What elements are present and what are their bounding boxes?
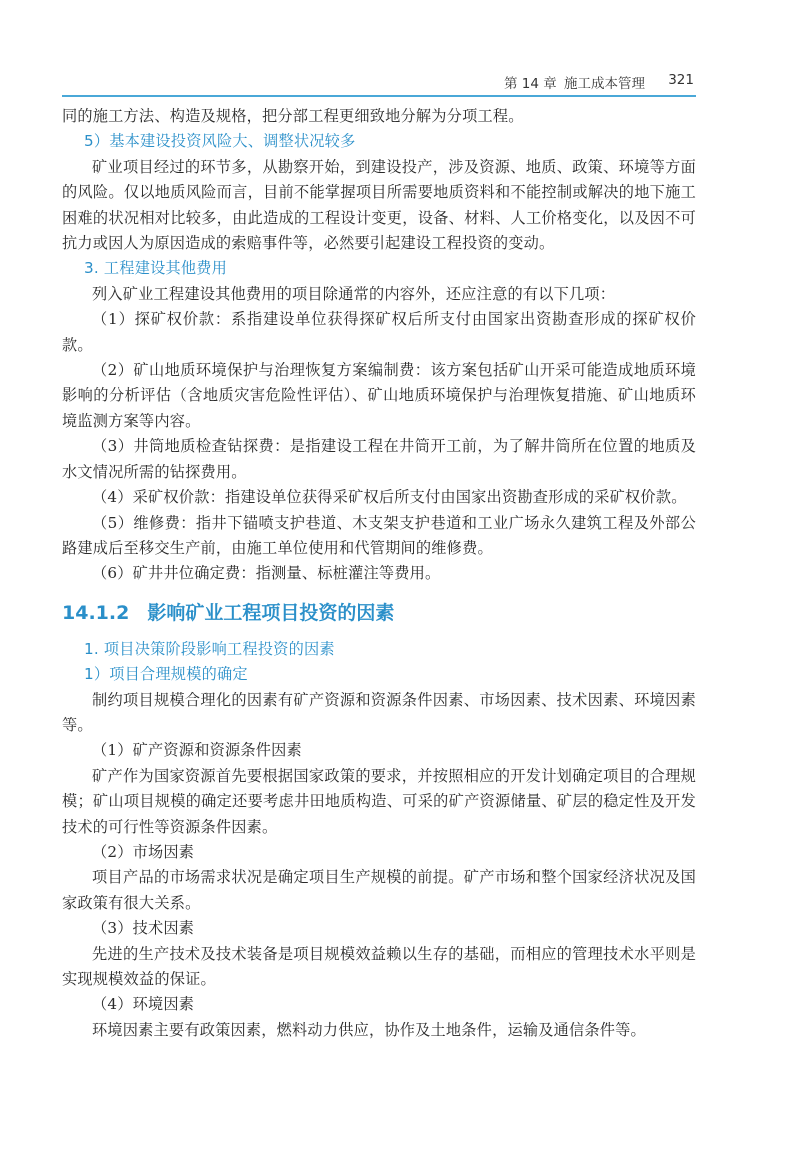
subheading: 1）项目合理规模的确定 [84,665,248,684]
chapter-label: 第 14 章 [504,76,557,92]
list-item: （4）采矿权价款：指建设单位获得采矿权后所支付由国家出资勘查形成的采矿权价款。 [92,488,687,507]
paragraph: 制约项目规模合理化的因素有矿产资源和资源条件因素、市场因素、技术因素、环境因素等。 [62,690,696,734]
paragraph: 同的施工方法、构造及规格，把分部工程更细致地分解为分项工程。 [62,107,524,125]
subheading: 1. 项目决策阶段影响工程投资的因素 [84,639,335,658]
running-header [500,70,696,92]
list-item: （2）矿山地质环境保护与治理恢复方案编制费：该方案包括矿山开采可能造成地质环境影响的分析评估（含地质灾害危险性评估）、矿山地质环境保护与治理恢复措施、矿山地质环境监测方案等内容。 [62,361,696,430]
section-title: 影响矿业工程项目投资的因素 [147,601,395,624]
list-item: （6）矿井井位确定费：指测量、标桩灌注等费用。 [92,564,441,583]
paragraph: 矿产作为国家资源首先要根据国家政策的要求，并按照相应的开发计划确定项目的合理规模；矿山项目规模的确定还要考虑井田地质构造、可采的矿产资源储量、矿层的稳定性及开发技术的可行性等资源条件因素。 [62,766,696,836]
subheading: 5）基本建设投资风险大、调整状况较多 [84,132,356,151]
paragraph: 项目产品的市场需求状况是确定项目生产规模的前提。矿产市场和整个国家经济状况及国家政策有很大关系。 [62,868,696,912]
body-text [62,104,696,1043]
list-heading: （1）矿产资源和资源条件因素 [92,741,302,760]
header-rule [62,95,696,97]
list-item: （3）井筒地质检查钻探费：是指建设工程在井筒开工前，为了解井筒所在位置的地质及水文情况所需的钻探费用。 [62,437,696,481]
section-number: 14.1.2 [62,601,130,624]
list-item: （1）探矿权价款：系指建设单位获得探矿权后所支付由国家出资勘查形成的探矿权价款。 [62,310,696,354]
list-heading: （3）技术因素 [92,919,195,938]
page-number: 321 [668,72,694,88]
list-item: （5）维修费：指井下锚喷支护巷道、木支架支护巷道和工业广场永久建筑工程及外部公路建成后至移交生产前，由施工单位使用和代管期间的维修费。 [62,513,696,557]
section-heading [62,599,696,627]
subheading: 3. 工程建设其他费用 [84,259,228,278]
paragraph: 环境因素主要有政策因素，燃料动力供应，协作及土地条件，运输及通信条件等。 [92,1020,646,1039]
paragraph: 矿业项目经过的环节多，从勘察开始，到建设投产，涉及资源、地质、政策、环境等方面的风险。仅以地质风险而言，目前不能掌握项目所需要地质资料和不能控制或解决的地下施工困难的状况相对比较多，由此造成的工程设计变更，设备、材料、人工价格变化，以及因不可抗力或因人为原因造成的索赔事件等，必然要引起建设工程投资的变动。 [62,157,696,253]
paragraph: 列入矿业工程建设其他费用的项目除通常的内容外，还应注意的有以下几项： [92,284,616,303]
paragraph: 先进的生产技术及技术装备是项目规模效益赖以生存的基础，而相应的管理技术水平则是实现规模效益的保证。 [62,944,696,988]
list-heading: （2）市场因素 [92,842,195,861]
list-heading: （4）环境因素 [92,995,195,1014]
chapter-title: 施工成本管理 [564,76,645,92]
